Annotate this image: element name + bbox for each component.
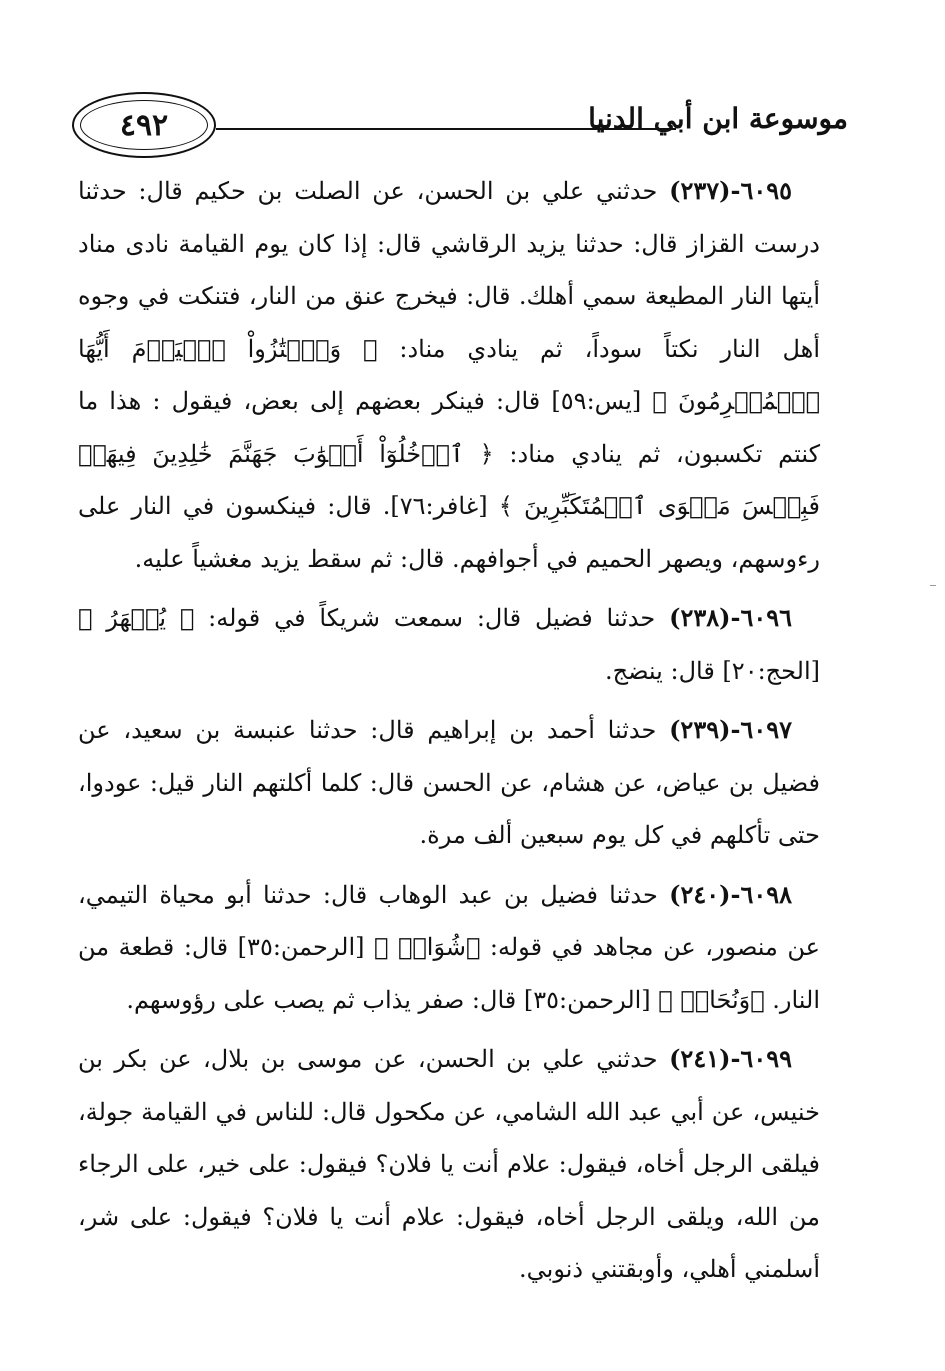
hadith-entry (78, 869, 820, 1027)
entry-number: ٦٠٩٨-(٢٤٠) (669, 879, 792, 909)
entry-text: حدثني علي بن الحسن، عن الصلت بن حكيم قال: حدثنا درست القزاز قال: حدثنا يزيد الرقاشي قال: إذا كان يوم القيامة نادى مناد أيتها النار المطيعة سمي أهلك. قال: فيخرج عنق من النار، فتنكت في وجوه أهل النار نكتاً سوداً، ثم ينادي مناد: ﴿ وَٱمۡتَٰزُواْ ٱلۡيَوۡمَ أَيُّهَا ٱلۡمُجۡرِمُونَ ﴾ [يس:٥٩] قال: فينكر بعضهم إلى بعض، فيقول : هذا ما كنتم تكسبون، ثم ينادي مناد: ﴿ ٱدۡخُلُوٓاْ أَبۡوَٰبَ جَهَنَّمَ خَٰلِدِينَ فِيهَاۖ فَبِئۡسَ مَثۡوَى ٱلۡمُتَكَبِّرِينَ ﴾ [غافر:٧٦]. قال: فينكسون في النار على رءوسهم، ويصهر الحميم في أجوافهم. قال: ثم سقط يزيد مغشياً عليه. (78, 177, 820, 573)
book-title: موسوعة ابن أبي الدنيا (588, 102, 848, 135)
page-number-badge: ٤٩٢ (72, 92, 216, 158)
entry-text: حدثني علي بن الحسن، عن موسى بن بلال، عن بكر بن خنيس، عن أبي عبد الله الشامي، عن مكحول قال: للناس في القيامة جولة، فيلقى الرجل أخاه، فيقول: علام أنت يا فلان؟ فيقول: على خير، على الرجاء من الله، ويلقى الرجل أخاه، فيقول: علام أنت يا فلان؟ فيقول: على شر، أسلمني أهلي، وأوبقتني ذنوبي. (78, 1045, 820, 1283)
hadith-entry (78, 592, 820, 697)
hadith-entry (78, 165, 820, 585)
hadith-entry (78, 704, 820, 862)
entry-text: حدثنا فضيل قال: سمعت شريكاً في قوله: ﴿ يُصۡهَرُ ﴾ [الحج:٢٠] قال: ينضج. (78, 604, 820, 685)
entry-number: ٦٠٩٥-(٢٣٧) (669, 176, 792, 205)
entry-text: حدثنا فضيل بن عبد الوهاب قال: حدثنا أبو محياة التيمي، عن منصور، عن مجاهد في قوله: ﴿شُوَاظٞ ﴾ [الرحمن:٣٥] قال: قطعة من النار. ﴿وَنُحَاسٞ ﴾ [الرحمن:٣٥] قال: صفر يذاب ثم يصب على رؤوسهم. (78, 880, 820, 1014)
entry-number: ٦٠٩٦-(٢٣٨) (669, 603, 792, 632)
entry-number: ٦٠٩٧-(٢٣٩) (669, 715, 792, 744)
page-header (72, 86, 848, 172)
page-body (78, 165, 820, 1303)
entry-text: حدثنا أحمد بن إبراهيم قال: حدثنا عنبسة بن سعيد، عن فضيل بن عياض، عن هشام، عن الحسن قال: كلما أكلتهم النار قيل: عودوا، حتى تأكلهم في كل يوم سبعين ألف مرة. (78, 716, 820, 849)
margin-scan-mark (930, 585, 936, 586)
entry-number: ٦٠٩٩-(٢٤١) (669, 1044, 792, 1073)
hadith-entry (78, 1033, 820, 1296)
